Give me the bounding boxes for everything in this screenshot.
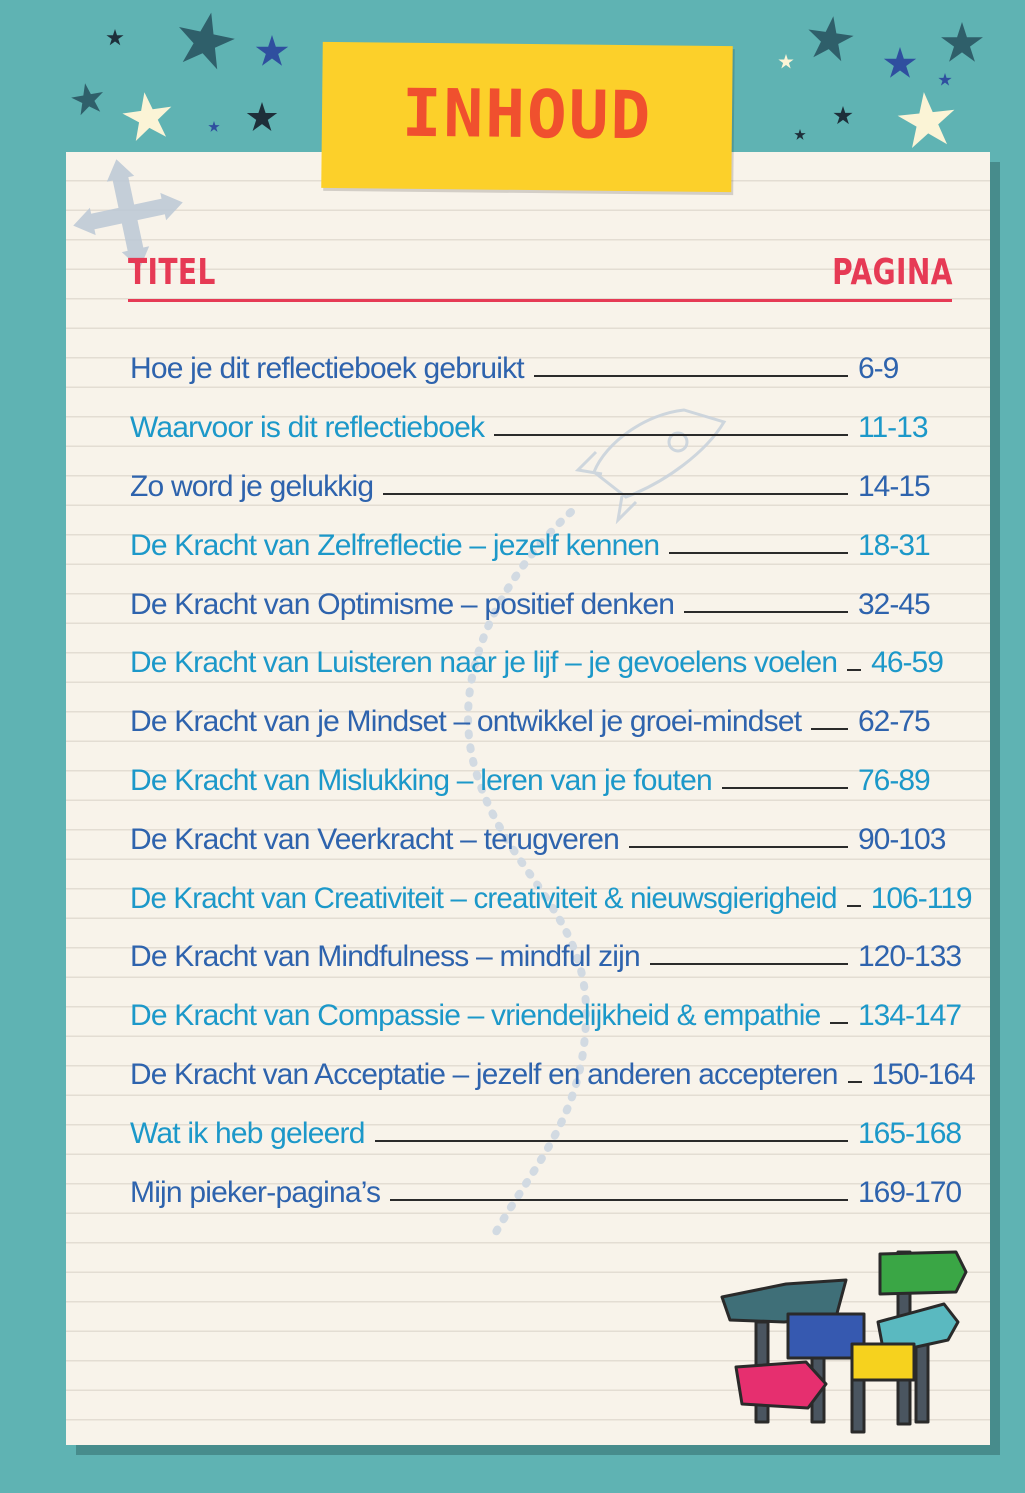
- page-title: INHOUD: [401, 74, 653, 154]
- toc-entry[interactable]: [130, 399, 950, 458]
- toc-entry-title: De Kracht van Mindfulness – mindful zijn: [130, 940, 640, 974]
- toc-entry-pages: 76-89: [858, 763, 930, 797]
- toc-entry[interactable]: [130, 575, 950, 634]
- toc-entry-title: Waarvoor is dit reflectieboek: [130, 411, 485, 445]
- toc-entry[interactable]: [130, 516, 950, 575]
- title-banner: [321, 42, 733, 192]
- toc-leader-line: [847, 905, 861, 907]
- toc-entry[interactable]: [130, 693, 950, 752]
- toc-entry-pages: 14-15: [858, 469, 930, 503]
- toc-entry-pages: 62-75: [858, 705, 930, 739]
- toc-entry[interactable]: [130, 987, 962, 1046]
- toc-entry-title: Zo word je gelukkig: [130, 469, 374, 503]
- star-icon: [120, 89, 176, 142]
- star-icon: [256, 35, 288, 66]
- star-icon: [941, 22, 983, 62]
- column-header-title: TITEL: [128, 252, 216, 293]
- toc-entry[interactable]: [130, 752, 950, 811]
- toc-leader-line: [669, 552, 848, 554]
- star-icon: [884, 47, 916, 78]
- toc-entry[interactable]: [130, 1163, 962, 1222]
- toc-entry[interactable]: [130, 1104, 962, 1163]
- toc-entry-pages: 106-119: [870, 881, 972, 915]
- star-icon: [106, 29, 123, 45]
- toc-entry-title: De Kracht van Compassie – vriendelijkheid & empathie: [130, 999, 821, 1033]
- star-icon: [805, 13, 856, 62]
- table-of-contents: [130, 340, 975, 1222]
- star-icon: [172, 7, 239, 72]
- toc-entry-title: De Kracht van Optimisme – positief denken: [130, 587, 675, 621]
- toc-leader-line: [383, 493, 848, 495]
- toc-leader-line: [848, 1081, 862, 1083]
- toc-entry-title: De Kracht van Luisteren naar je lijf – je gevoelens voelen: [130, 646, 838, 680]
- star-icon: [247, 102, 277, 131]
- toc-leader-line: [390, 1199, 848, 1201]
- toc-entry-title: De Kracht van Zelfreflectie – jezelf kennen: [130, 528, 660, 562]
- toc-entry-pages: 11-13: [858, 411, 928, 445]
- toc-leader-line: [629, 846, 848, 848]
- toc-entry-pages: 18-31: [858, 528, 930, 562]
- star-icon: [938, 73, 951, 86]
- star-icon: [895, 89, 957, 149]
- toc-leader-line: [811, 728, 848, 730]
- toc-leader-line: [830, 1022, 848, 1024]
- star-icon: [833, 106, 852, 124]
- toc-entry-pages: 169-170: [858, 1175, 962, 1209]
- toc-entry-pages: 32-45: [858, 587, 930, 621]
- toc-entry[interactable]: [130, 928, 962, 987]
- star-icon: [794, 129, 805, 140]
- toc-entry-pages: 120-133: [858, 940, 962, 974]
- toc-leader-line: [375, 1140, 848, 1142]
- toc-entry-title: Hoe je dit reflectieboek gebruikt: [130, 352, 524, 386]
- toc-entry[interactable]: [130, 340, 950, 399]
- toc-entry-pages: 90-103: [858, 822, 946, 856]
- toc-leader-line: [494, 434, 848, 436]
- toc-entry-title: Mijn pieker-pagina’s: [130, 1175, 381, 1209]
- toc-entry-pages: 165-168: [858, 1116, 962, 1150]
- toc-entry[interactable]: [130, 1046, 975, 1105]
- star-icon: [208, 121, 219, 132]
- toc-entry-title: De Kracht van Acceptatie – jezelf en anderen accepteren: [130, 1057, 838, 1091]
- toc-entry[interactable]: [130, 634, 950, 693]
- toc-entry-title: De Kracht van Creativiteit – creativiteit & nieuwsgierigheid: [130, 881, 837, 915]
- toc-leader-line: [650, 963, 848, 965]
- toc-entry[interactable]: [130, 869, 972, 928]
- column-header-page: PAGINA: [832, 252, 953, 293]
- toc-entry-title: De Kracht van Mislukking – leren van je fouten: [130, 763, 712, 797]
- toc-leader-line: [684, 611, 848, 613]
- star-icon: [778, 54, 793, 68]
- toc-entry[interactable]: [130, 458, 950, 517]
- toc-leader-line: [847, 669, 861, 671]
- toc-entry-pages: 46-59: [871, 646, 943, 680]
- header-divider: [128, 299, 952, 302]
- toc-entry[interactable]: [130, 810, 950, 869]
- star-icon: [69, 80, 106, 116]
- toc-entry-pages: 6-9: [858, 352, 899, 386]
- toc-leader-line: [722, 787, 848, 789]
- toc-leader-line: [534, 375, 848, 377]
- toc-entry-pages: 134-147: [858, 999, 962, 1033]
- signposts-illustration: [722, 1252, 966, 1432]
- toc-entry-title: De Kracht van je Mindset – ontwikkel je groei-mindset: [130, 705, 802, 739]
- toc-entry-title: Wat ik heb geleerd: [130, 1116, 365, 1150]
- toc-entry-pages: 150-164: [871, 1057, 975, 1091]
- toc-entry-title: De Kracht van Veerkracht – terugveren: [130, 822, 620, 856]
